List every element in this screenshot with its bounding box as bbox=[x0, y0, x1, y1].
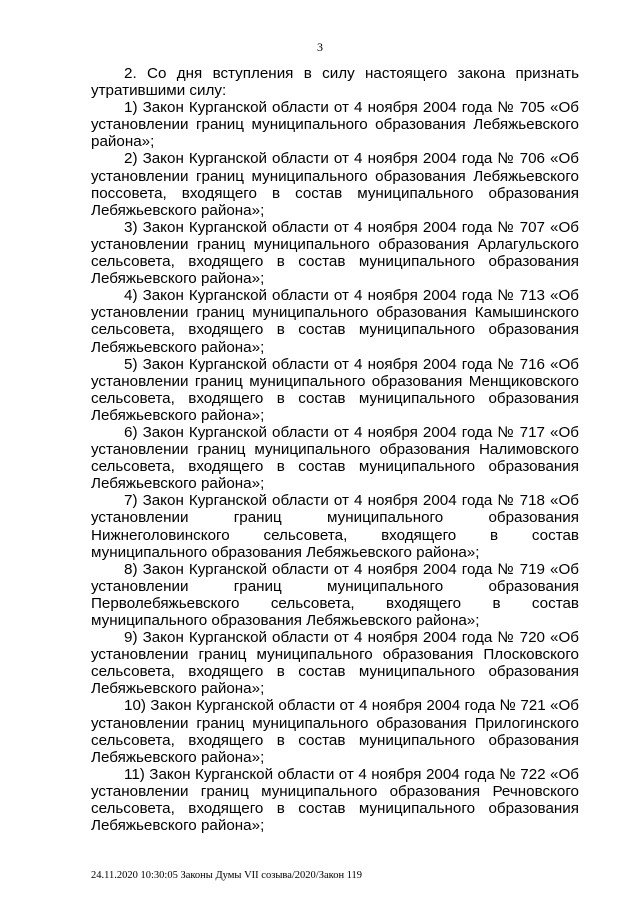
law-item-text: 3) Закон Курганской области от 4 ноября 2004 года № 707 «Об установлении границ муниципального образования Арлагульского сельсовета, входящего в состав муниципального образования Лебяжьевского района»; bbox=[91, 218, 579, 288]
law-item-7 bbox=[91, 492, 579, 560]
law-item-2 bbox=[91, 150, 579, 218]
document-body bbox=[91, 65, 579, 834]
law-item-text: 1) Закон Курганской области от 4 ноября 2004 года № 705 «Об установлении границ муниципального образования Лебяжьевского района»; bbox=[91, 99, 579, 151]
law-item-3 bbox=[91, 219, 579, 287]
law-item-1 bbox=[91, 99, 579, 150]
law-item-text: 5) Закон Курганской области от 4 ноября 2004 года № 716 «Об установлении границ муниципального образования Менщиковского сельсовета, входящего в состав муниципального образования Лебяжьевского района»; bbox=[91, 355, 579, 424]
law-item-10 bbox=[91, 697, 579, 765]
law-item-11 bbox=[91, 766, 579, 834]
intro-paragraph bbox=[91, 65, 579, 99]
intro-text: 2. Со дня вступления в силу настоящего закона признать утратившими силу: bbox=[91, 65, 579, 100]
law-item-4 bbox=[91, 287, 579, 355]
law-item-text: 8) Закон Курганской области от 4 ноября 2004 года № 719 «Об установлении границ муниципального образования Перволебяжьевского сельсовета, входящего в состав муниципального образования Лебяжьевского района»; bbox=[91, 560, 579, 629]
page-number: 3 bbox=[317, 40, 323, 54]
law-item-text: 6) Закон Курганской области от 4 ноября 2004 года № 717 «Об установлении границ муниципального образования Налимовского сельсовета, входящего в состав муниципального образования Лебяжьевского района»; bbox=[91, 423, 579, 493]
law-item-text: 9) Закон Курганской области от 4 ноября 2004 года № 720 «Об установлении границ муниципального образования Плосковского сельсовета, входящего в состав муниципального образования Лебяжьевского района»; bbox=[91, 629, 579, 698]
law-item-text: 2) Закон Курганской области от 4 ноября 2004 года № 706 «Об установлении границ муниципального образования Лебяжьевского поссовета, входящего в состав муниципального образования Лебяжьевского района»; bbox=[91, 150, 579, 219]
law-item-5 bbox=[91, 356, 579, 424]
law-item-6 bbox=[91, 424, 579, 492]
law-item-text: 7) Закон Курганской области от 4 ноября 2004 года № 718 «Об установлении границ муниципального образования Нижнеголовинского сельсовета, входящего в состав муниципального образования Лебяжьевского района»; bbox=[91, 492, 579, 561]
law-item-text: 11) Закон Курганской области от 4 ноября 2004 года № 722 «Об установлении границ муниципального образования Речновского сельсовета, входящего в состав муниципального образования Лебяжьевского района»; bbox=[91, 765, 579, 835]
document-footer: 24.11.2020 10:30:05 Законы Думы VII созыва/2020/Закон 119 bbox=[91, 870, 363, 881]
law-item-9 bbox=[91, 629, 579, 697]
law-item-text: 10) Закон Курганской области от 4 ноября 2004 года № 721 «Об установлении границ муниципального образования Прилогинского сельсовета, входящего в состав муниципального образования Лебяжьевского района»; bbox=[91, 697, 579, 766]
law-item-text: 4) Закон Курганской области от 4 ноября 2004 года № 713 «Об установлении границ муниципального образования Камышинского сельсовета, входящего в состав муниципального образования Лебяжьевского района»; bbox=[91, 287, 579, 356]
law-item-8 bbox=[91, 561, 579, 629]
